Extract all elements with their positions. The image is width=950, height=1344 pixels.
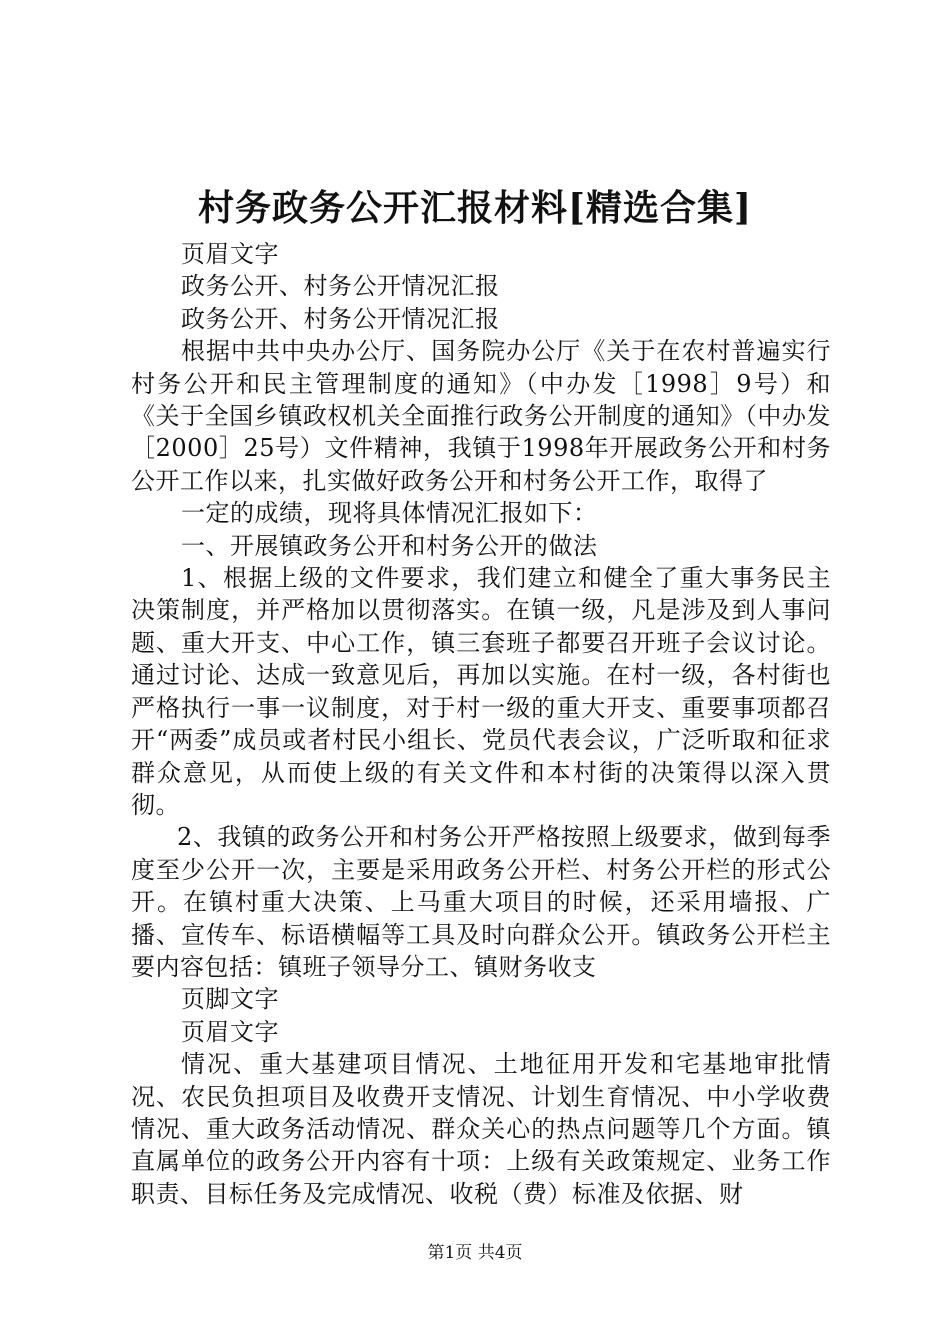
header-placeholder-text: 页眉文字: [181, 240, 279, 268]
body-paragraph: 根据中共中央办公厅、国务院办公厅《关于在农村普遍实行村务公开和民主管理制度的通知》（中办发［1998］9号）和《关于全国乡镇政权机关全面推行政务公开制度的通知》（中办发［2000］25号）文件精神，我镇于1998年开展政务公开和村务公开工作以来，扎实做好政务公开和村务公开工作，取得了: [131, 337, 831, 495]
section-heading: 政务公开、村务公开情况汇报: [181, 304, 500, 333]
document-body: [131, 238, 831, 1210]
header-placeholder-text: 页眉文字: [181, 1017, 279, 1046]
body-paragraph: 一定的成绩，现将具体情况汇报如下：: [181, 499, 598, 528]
page-number: 第1页 共4页: [427, 1243, 523, 1263]
document-title: 村务政务公开汇报材料[精选合集]: [197, 187, 753, 229]
section-heading: 政务公开、村务公开情况汇报: [181, 272, 500, 301]
footer-placeholder-text: 页脚文字: [181, 985, 279, 1014]
body-paragraph: 情况、重大基建项目情况、土地征用开发和宅基地审批情况、农民负担项目及收费开支情况、计划生育情况、中小学收费情况、重大政务活动情况、群众关心的热点问题等几个方面。镇直属单位的政务公开内容有十项：上级有关政策规定、业务工作职责、目标任务及完成情况、收税（费）标准及依据、财: [131, 1050, 831, 1208]
section-heading: 一、开展镇政务公开和村务公开的做法: [181, 531, 598, 560]
body-paragraph: 2、我镇的政务公开和村务公开严格按照上级要求，做到每季度至少公开一次，主要是采用政务公开栏、村务公开栏的形式公开。在镇村重大决策、上马重大项目的时候，还采用墙报、广播、宣传车、标语横幅等工具及时向群众公开。镇政务公开栏主要内容包括：镇班子领导分工、镇财务收支: [131, 823, 831, 981]
body-paragraph: 1、根据上级的文件要求，我们建立和健全了重大事务民主决策制度，并严格加以贯彻落实。在镇一级，凡是涉及到人事问题、重大开支、中心工作，镇三套班子都要召开班子会议讨论。通过讨论、达成一致意见后，再加以实施。在村一级，各村街也严格执行一事一议制度，对于村一级的重大开支、重要事项都召开“两委”成员或者村民小组长、党员代表会议，广泛听取和征求群众意见，从而使上级的有关文件和本村街的决策得以深入贯彻。: [131, 564, 831, 819]
